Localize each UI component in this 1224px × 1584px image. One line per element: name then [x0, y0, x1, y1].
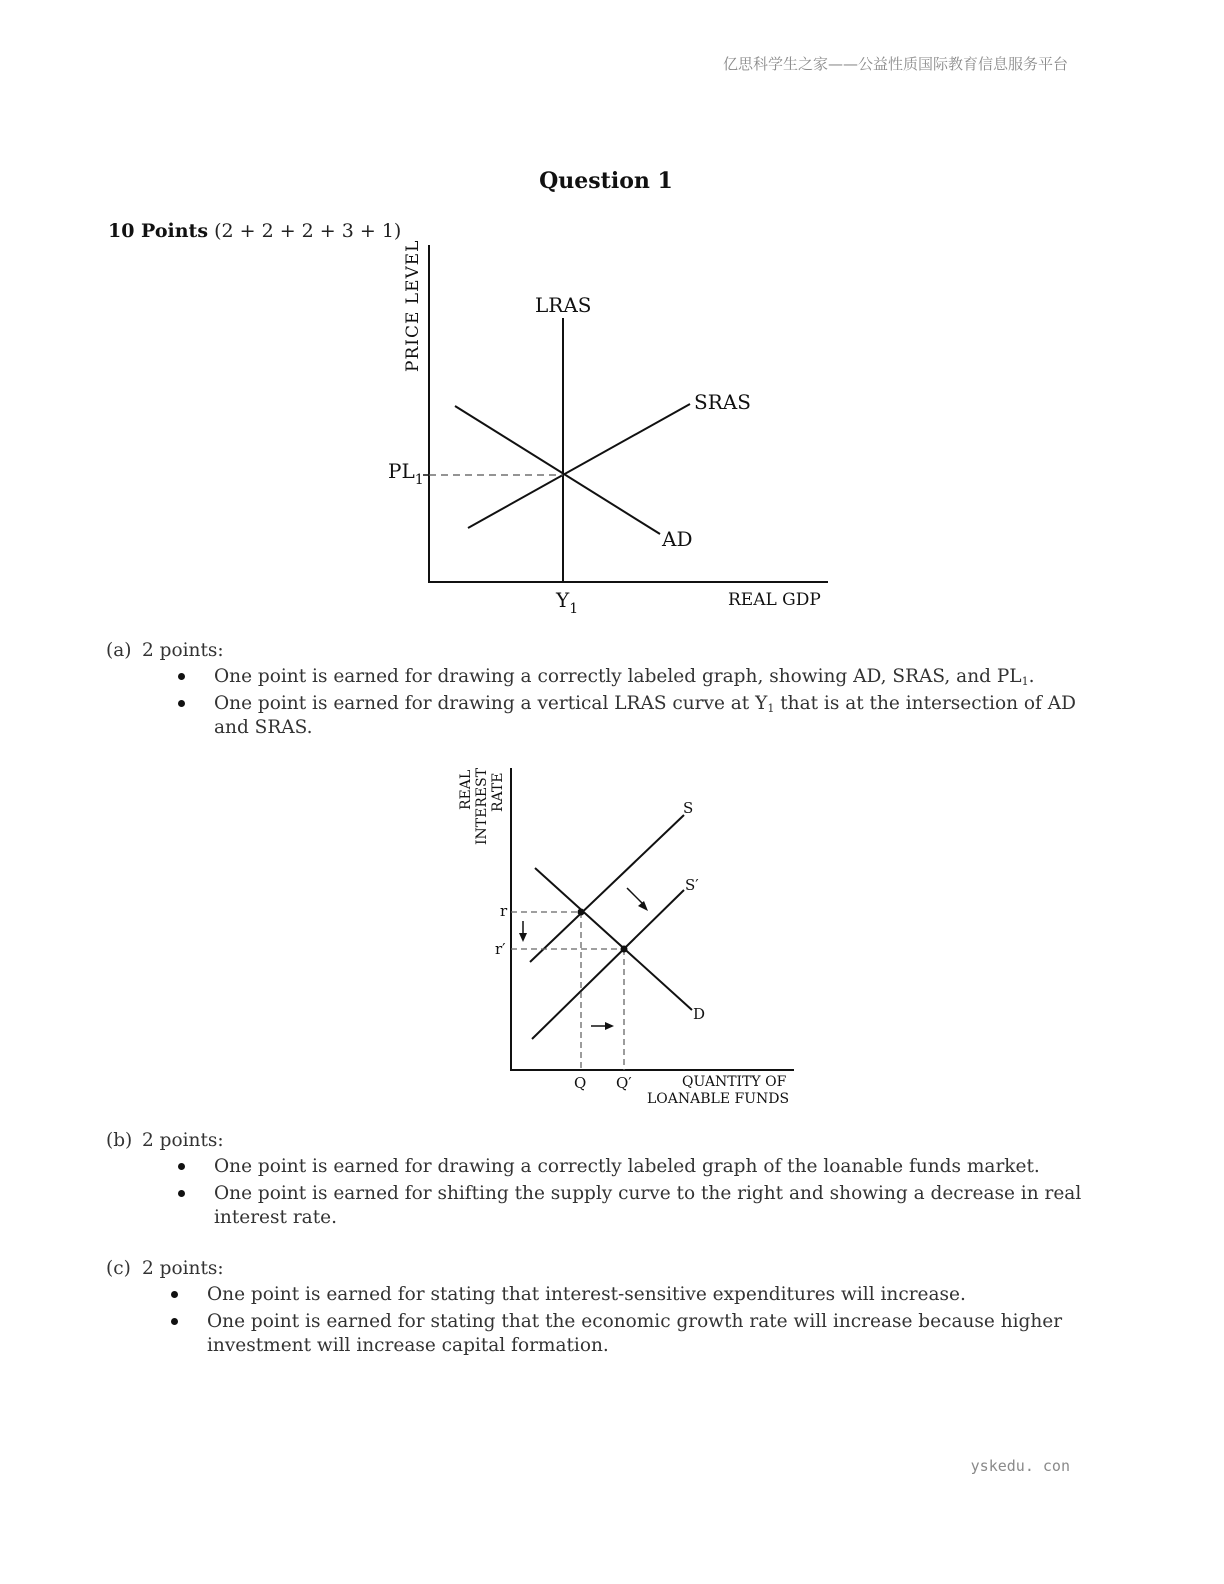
section-c	[106, 1258, 1106, 1361]
price-level-axis-label: PRICE LEVEL	[403, 239, 423, 372]
section-a-bullet-2: One point is earned for drawing a vertical LRAS curve at $Y_1$ that is at the intersection of AD and SRAS.	[178, 692, 1110, 740]
section-b-bullet-2: One point is earned for shifting the supply curve to the right and showing a decrease in real interest rate.	[178, 1182, 1084, 1230]
equilibrium-guides	[511, 912, 624, 1070]
pl1-label: $PL_1$	[388, 459, 424, 488]
equilibrium-point-initial	[578, 909, 585, 916]
loanable-funds-axes	[510, 768, 794, 1070]
section-a-label: (a)	[106, 640, 132, 661]
demand-curve-d	[535, 868, 692, 1010]
section-a	[106, 640, 1106, 743]
points-total: 10 Points	[108, 220, 209, 242]
section-c-bullet-2: One point is earned for stating that the economic growth rate will increase because higher investment will increase capital formation.	[171, 1310, 1077, 1358]
real-gdp-axis-label: REAL GDP	[728, 590, 821, 610]
bullet-dot	[178, 700, 185, 707]
section-b-bullets	[178, 1155, 1106, 1230]
section-b	[106, 1130, 1106, 1233]
svg-text:REAL: REAL	[458, 769, 474, 810]
section-c-bullets	[171, 1283, 1106, 1358]
section-b-points: 2 points:	[142, 1130, 224, 1151]
bullet-dot	[178, 1163, 185, 1170]
supply-curve-s	[530, 815, 684, 962]
section-b-bullet-1: One point is earned for drawing a correctly labeled graph of the loanable funds market.	[178, 1155, 1106, 1179]
real-interest-rate-axis-label	[458, 767, 506, 845]
section-b-label: (b)	[106, 1130, 133, 1151]
r-label: r	[500, 902, 508, 920]
shift-arrow-quantity-right	[591, 1022, 614, 1030]
sras-label: SRAS	[694, 390, 751, 414]
bullet-dot	[178, 673, 185, 680]
footer-watermark-note: yskedu. con	[970, 1457, 1070, 1475]
ad-curve	[455, 406, 660, 534]
section-c-label: (c)	[106, 1258, 131, 1279]
loanable-funds-axis-label-2: LOANABLE FUNDS	[647, 1091, 790, 1107]
section-a-bullets	[178, 665, 1106, 740]
d-label: D	[693, 1005, 706, 1023]
section-c-points: 2 points:	[142, 1258, 224, 1279]
bullet-dot	[171, 1291, 178, 1298]
header-watermark-note: 亿思科学生之家——公益性质国际教育信息服务平台	[722, 55, 1068, 73]
bullet-dot	[178, 1190, 185, 1197]
question-title: Question 1	[539, 168, 673, 194]
loanable-funds-graph	[0, 750, 1224, 1120]
shift-arrow-supply	[627, 888, 648, 911]
y1-label: $Y_1$	[556, 588, 579, 617]
r-prime-label: r′	[495, 940, 506, 958]
q-label: Q	[574, 1074, 587, 1092]
section-a-points: 2 points:	[142, 640, 224, 661]
points-breakdown: (2 + 2 + 2 + 3 + 1)	[214, 220, 402, 242]
ad-as-axes	[428, 245, 828, 582]
section-a-bullet-1: One point is earned for drawing a correctly labeled graph, showing AD, SRAS, and $PL_1$.	[178, 665, 1106, 689]
q-prime-label: Q′	[616, 1074, 632, 1092]
equilibrium-point-new	[621, 946, 628, 953]
shift-arrow-rate-down	[519, 921, 527, 942]
section-c-bullet-1: One point is earned for stating that interest-sensitive expenditures will increase.	[171, 1283, 1106, 1307]
ad-label: AD	[662, 527, 693, 551]
svg-text:RATE: RATE	[490, 772, 506, 812]
svg-text:INTEREST: INTEREST	[474, 767, 490, 845]
ad-as-graph	[0, 0, 1224, 640]
bullet-dot	[171, 1318, 178, 1325]
lras-label: LRAS	[535, 293, 592, 317]
s-prime-label: S′	[685, 876, 699, 894]
loanable-funds-axis-label-1: QUANTITY OF	[682, 1074, 787, 1090]
s-label: S	[683, 799, 694, 817]
sras-curve	[468, 404, 690, 528]
